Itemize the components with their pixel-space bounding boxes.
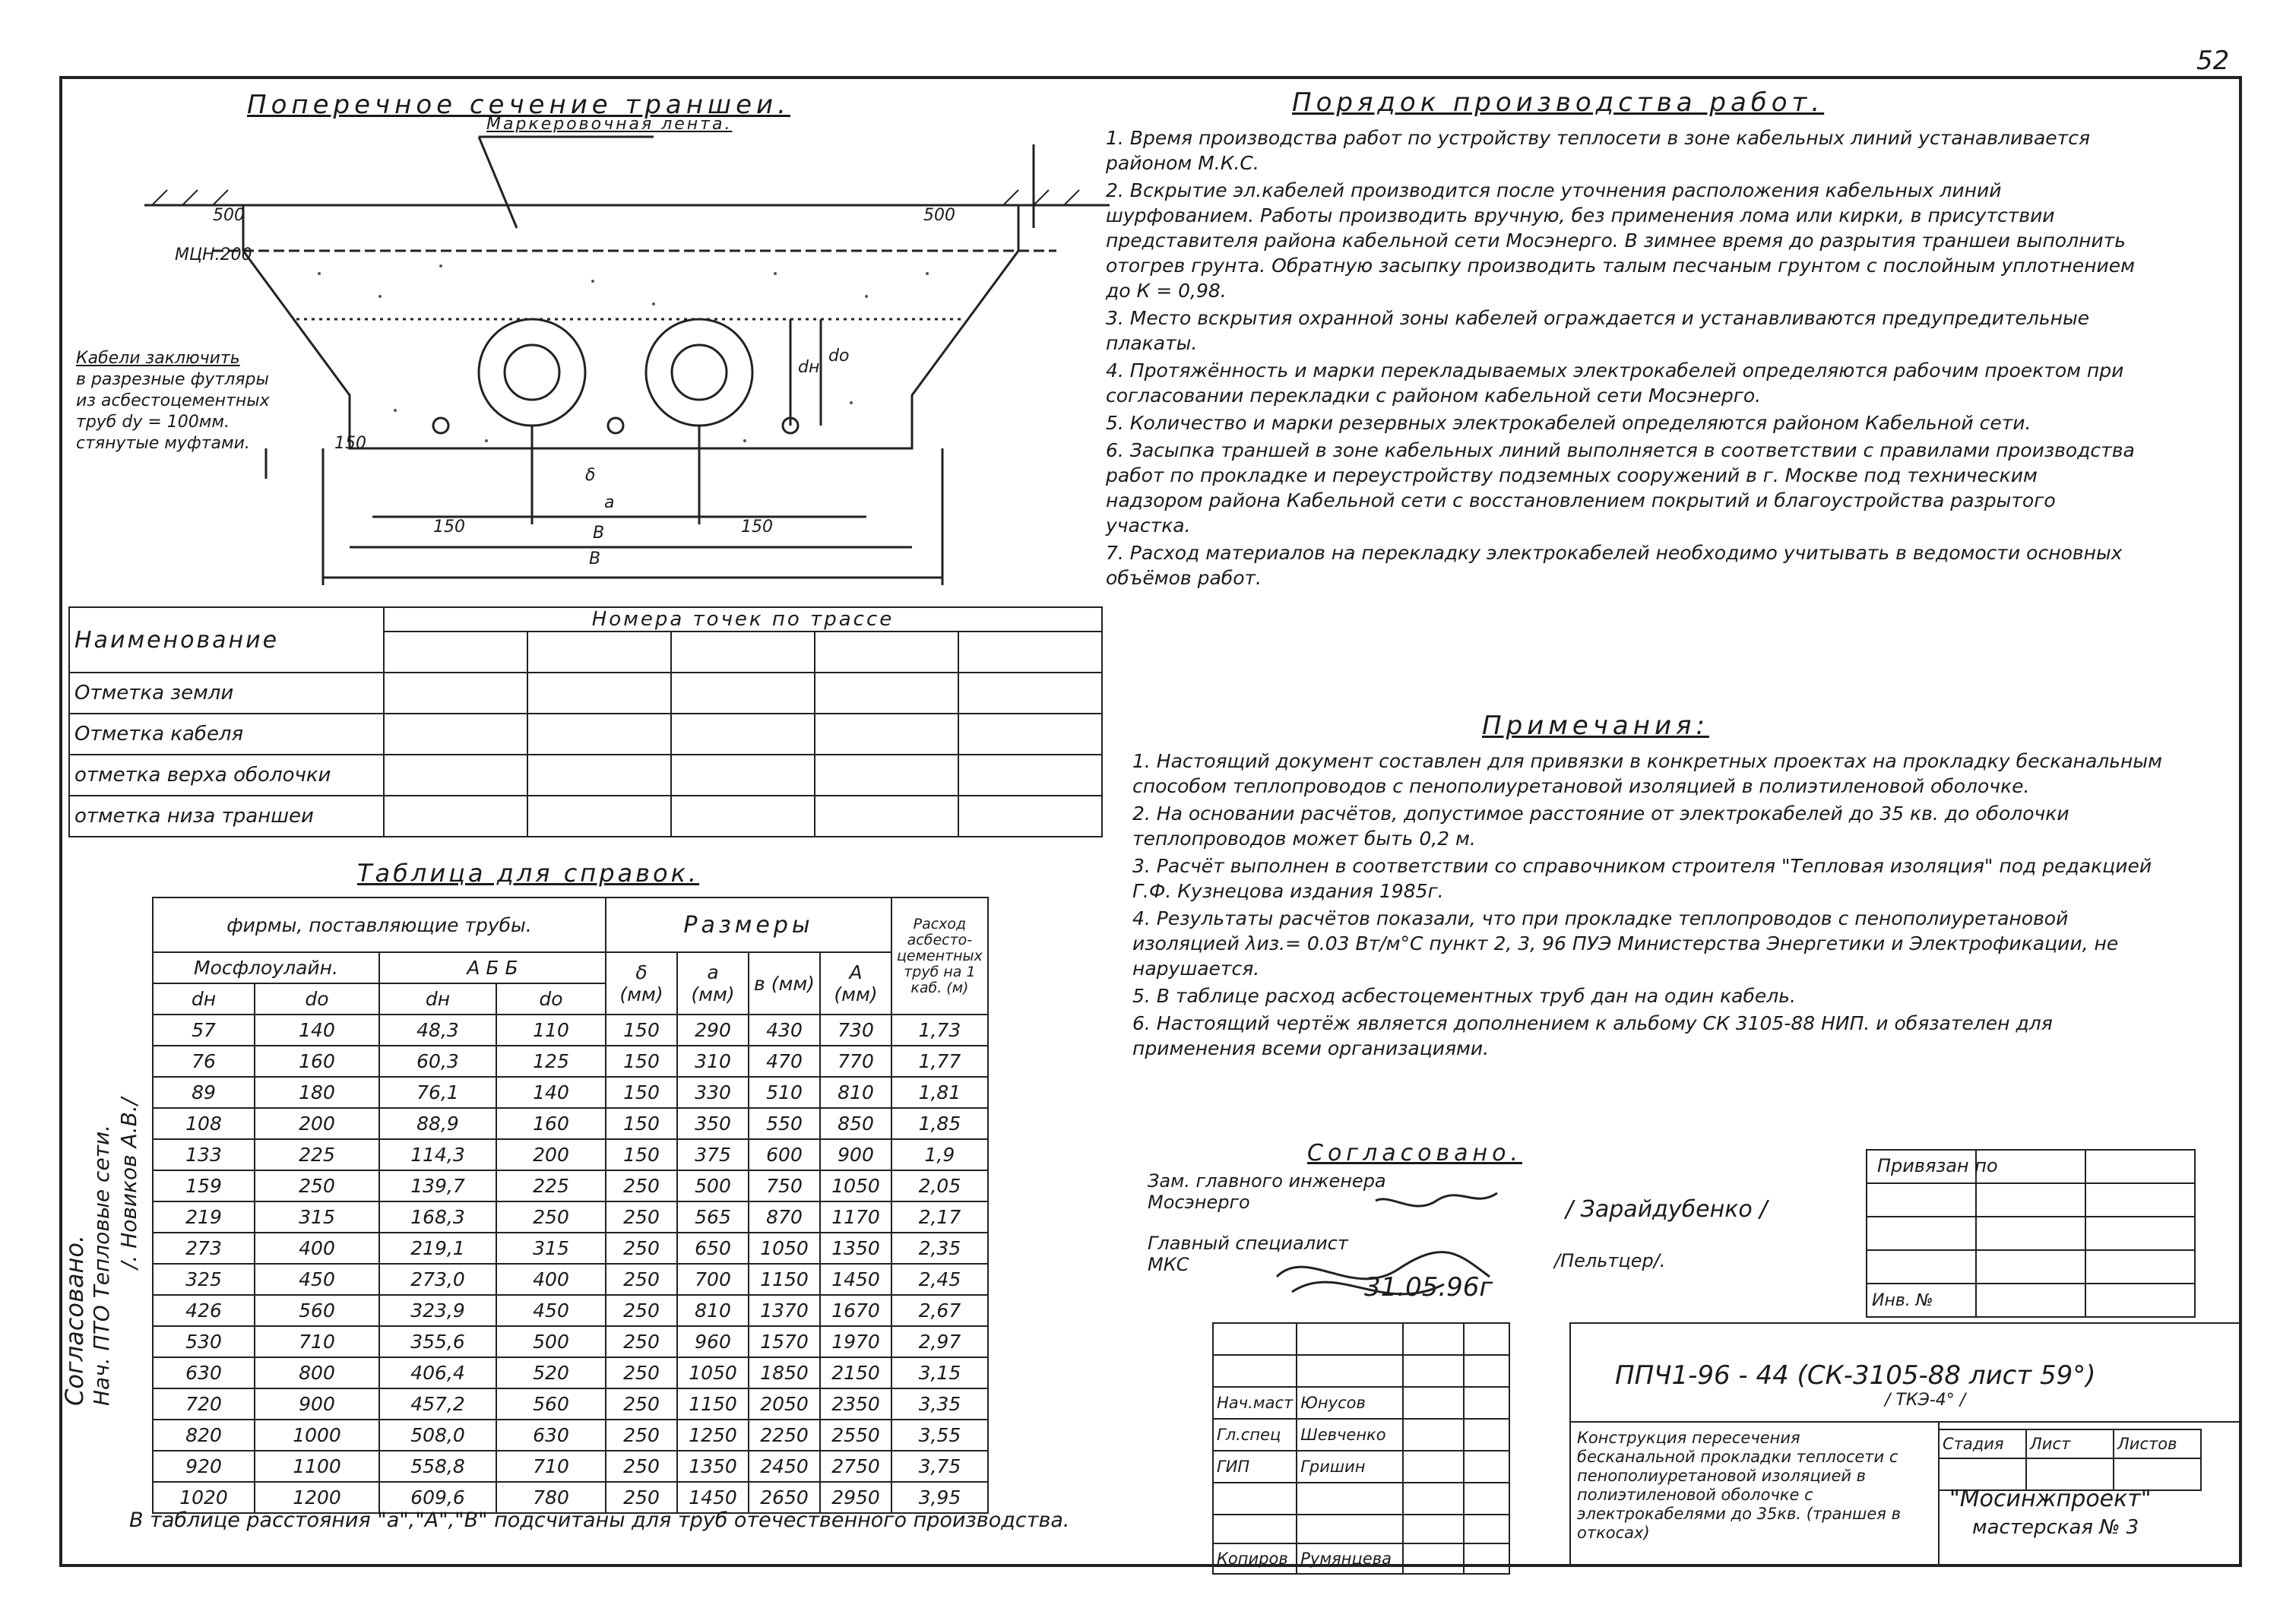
person: Юнусов: [1297, 1387, 1403, 1419]
table-cell: 250: [606, 1201, 677, 1233]
table-row: [153, 1326, 988, 1357]
agreed-title: Согласовано.: [1307, 1140, 1523, 1167]
table-cell: 630: [153, 1357, 255, 1388]
table-row: [1867, 1284, 2195, 1317]
table-cell: 168,3: [379, 1201, 496, 1233]
table-cell: 1370: [749, 1295, 820, 1326]
table-cell: 2450: [749, 1451, 820, 1482]
table-cell: 219: [153, 1201, 255, 1233]
table-cell: 710: [496, 1451, 606, 1482]
header-do2: dо: [496, 983, 606, 1015]
header-delta: δ (мм): [606, 952, 677, 1015]
table-cell: 48,3: [379, 1015, 496, 1046]
table-cell: 920: [153, 1451, 255, 1482]
table-cell: 720: [153, 1388, 255, 1420]
table-cell: 650: [677, 1233, 749, 1264]
drawing-code: ППЧ1-96 - 44 (СК-3105-88 лист 59°): [1615, 1360, 2096, 1391]
table-cell: 510: [749, 1077, 820, 1108]
table-cell: 500: [496, 1326, 606, 1357]
table-cell: 2550: [820, 1420, 891, 1451]
dim-b-small: В: [593, 524, 605, 543]
table-cell: 1100: [255, 1451, 379, 1482]
table-cell: 225: [496, 1170, 606, 1201]
table-cell: 1450: [820, 1264, 891, 1295]
header-firm2: А Б Б: [379, 952, 606, 983]
table-cell: 250: [606, 1451, 677, 1482]
col-sheets: Листов: [2114, 1429, 2201, 1458]
table-cell: 1050: [677, 1357, 749, 1388]
table-cell: 125: [496, 1046, 606, 1077]
agreed-name2: /Пельтцер/.: [1554, 1250, 1666, 1271]
table-cell: 1670: [820, 1295, 891, 1326]
table-cell: 730: [820, 1015, 891, 1046]
table-row: [69, 796, 1102, 837]
table-cell: 140: [255, 1015, 379, 1046]
table-row: [69, 607, 1102, 632]
header-firms: фирмы, поставляющие трубы.: [153, 897, 606, 952]
agreed-line2: Мосэнерго: [1148, 1192, 1250, 1213]
header-rate: Расход асбесто-цементных труб на 1 каб. (м): [891, 897, 988, 1015]
table-row: [153, 1139, 988, 1170]
stamp-roles-table: [1212, 1322, 1510, 1575]
list-item: 4. Протяжённость и марки перекладываемых электрокабелей определяются рабочим проектом при согласовании перекладки с районом кабельной сети Мосэнерго.: [1106, 359, 2124, 407]
header-b: в (мм): [749, 952, 820, 1015]
cables-note-line: труб dу = 100мм.: [76, 413, 230, 432]
table-cell: 200: [496, 1139, 606, 1170]
table-cell: 2,45: [891, 1264, 988, 1295]
table-cell: 250: [255, 1170, 379, 1201]
table-cell: 200: [255, 1108, 379, 1139]
table-cell: 780: [496, 1482, 606, 1513]
table-cell: 60,3: [379, 1046, 496, 1077]
table-cell: 110: [496, 1015, 606, 1046]
table-cell: 558,8: [379, 1451, 496, 1482]
table-row: [1867, 1183, 2195, 1217]
table-row: [1867, 1150, 2195, 1183]
table-row: [1867, 1250, 2195, 1284]
table-row: [153, 1420, 988, 1451]
table-cell: 1970: [820, 1326, 891, 1357]
agreed-line4: МКС: [1148, 1254, 1189, 1275]
drawing-description: Конструкция пересечения бесканальной прокладки теплосети с пенополиуретановой изоляцией в полиэтиленовой оболочке с электрокабелями до 35кв. (траншея в откосах): [1577, 1429, 1901, 1542]
dim-500-right: 500: [923, 206, 955, 225]
vertical-approval-line: Согласовано.: [60, 1234, 89, 1406]
table-row: [69, 714, 1102, 755]
header-sizes: Размеры: [606, 897, 891, 952]
header-firm1: Мосфлоулайн.: [153, 952, 379, 983]
vertical-approval-line: Нач. ПТО Тепловые сети.: [89, 1124, 114, 1406]
table-cell: 900: [820, 1139, 891, 1170]
table-cell: 750: [749, 1170, 820, 1201]
table-cell: 2350: [820, 1388, 891, 1420]
table-cell: 470: [749, 1046, 820, 1077]
list-item: 5. В таблице расход асбестоцементных труб дан на один кабель.: [1132, 985, 1796, 1007]
cables-note-line: из асбестоцементных: [76, 391, 270, 410]
table-cell: 2,35: [891, 1233, 988, 1264]
list-item: 3. Место вскрытия охранной зоны кабелей ограждается и устанавливаются предупредительные плакаты.: [1106, 307, 2090, 354]
table-row: [153, 1046, 988, 1077]
notes-title: Примечания:: [1482, 711, 1709, 741]
table-row: [153, 1295, 988, 1326]
table-cell: 2,97: [891, 1326, 988, 1357]
col-stage: Стадия: [1939, 1429, 2026, 1458]
table-cell: 1350: [677, 1451, 749, 1482]
table-cell: 400: [255, 1233, 379, 1264]
cables-note-line: Кабели заключить: [76, 349, 240, 368]
table-cell: 310: [677, 1046, 749, 1077]
table-row: [153, 897, 988, 952]
role: Гл.спец: [1213, 1419, 1297, 1451]
table-cell: 450: [255, 1264, 379, 1295]
header-points: Номера точек по трассе: [384, 607, 1102, 632]
table-row: [69, 673, 1102, 714]
table-row: [153, 1201, 988, 1233]
dim-500-left: 500: [213, 206, 245, 225]
notes-list: [1132, 749, 2174, 1063]
table-cell: 350: [677, 1108, 749, 1139]
table-cell: 250: [606, 1170, 677, 1201]
table-cell: 150: [606, 1077, 677, 1108]
table-cell: 609,6: [379, 1482, 496, 1513]
table-cell: 810: [677, 1295, 749, 1326]
table-cell: 1020: [153, 1482, 255, 1513]
table-row: [153, 952, 988, 983]
table-cell: 2950: [820, 1482, 891, 1513]
role: ГИП: [1213, 1451, 1297, 1483]
table-cell: 508,0: [379, 1420, 496, 1451]
table-cell: 88,9: [379, 1108, 496, 1139]
table-row: [1867, 1217, 2195, 1250]
table-cell: 2650: [749, 1482, 820, 1513]
table-cell: 180: [255, 1077, 379, 1108]
table-cell: 250: [606, 1295, 677, 1326]
table-cell: 375: [677, 1139, 749, 1170]
row-label: отметка низа траншеи: [69, 796, 384, 837]
table-cell: 250: [606, 1233, 677, 1264]
table-cell: 1,81: [891, 1077, 988, 1108]
mcn-label: МЦН.200: [175, 245, 252, 264]
table-cell: 2750: [820, 1451, 891, 1482]
table-row: [153, 1108, 988, 1139]
table-cell: 560: [255, 1295, 379, 1326]
table-cell: 76: [153, 1046, 255, 1077]
cross-section-title: Поперечное сечение траншеи.: [247, 90, 790, 120]
table-cell: 250: [496, 1201, 606, 1233]
vertical-approval-line: /. Новиков А.В./: [116, 1097, 141, 1269]
table-cell: 133: [153, 1139, 255, 1170]
table-cell: 500: [677, 1170, 749, 1201]
table-cell: 76,1: [379, 1077, 496, 1108]
table-cell: 160: [255, 1046, 379, 1077]
person: Гришин: [1297, 1451, 1403, 1483]
table-cell: 530: [153, 1326, 255, 1357]
table-row: [153, 1388, 988, 1420]
table-cell: 140: [496, 1077, 606, 1108]
row-label: отметка верха оболочки: [69, 755, 384, 796]
table-row: [1213, 1543, 1509, 1574]
table-cell: 960: [677, 1326, 749, 1357]
table-cell: 3,55: [891, 1420, 988, 1451]
dim-b-big: В: [589, 549, 601, 568]
header-name: Наименование: [69, 607, 384, 673]
table-cell: 565: [677, 1201, 749, 1233]
table-cell: 150: [606, 1108, 677, 1139]
table-cell: 426: [153, 1295, 255, 1326]
table-cell: 1170: [820, 1201, 891, 1233]
binding-label: Привязан по: [1877, 1155, 1998, 1176]
agreed-line3: Главный специалист: [1148, 1233, 1348, 1254]
table-cell: 150: [606, 1139, 677, 1170]
table-cell: 1250: [677, 1420, 749, 1451]
table-cell: 159: [153, 1170, 255, 1201]
dim-a: а: [604, 493, 615, 512]
works-order-title: Порядок производства работ.: [1292, 87, 1825, 118]
table-cell: 250: [606, 1357, 677, 1388]
table-cell: 1000: [255, 1420, 379, 1451]
table-row: [153, 1451, 988, 1482]
table-cell: 1050: [749, 1233, 820, 1264]
drawing-code-sub: / ТКЭ-4° /: [1885, 1391, 1966, 1410]
table-cell: 330: [677, 1077, 749, 1108]
table-cell: 457,2: [379, 1388, 496, 1420]
table-cell: 89: [153, 1077, 255, 1108]
table-cell: 250: [606, 1482, 677, 1513]
table-cell: 290: [677, 1015, 749, 1046]
sheet-number: 52: [2196, 46, 2230, 76]
table-cell: 1150: [677, 1388, 749, 1420]
table-cell: 273,0: [379, 1264, 496, 1295]
table-cell: 3,95: [891, 1482, 988, 1513]
table-cell: 225: [255, 1139, 379, 1170]
table-cell: 630: [496, 1420, 606, 1451]
table-row: [153, 1015, 988, 1046]
table-cell: 1350: [820, 1233, 891, 1264]
table-cell: 355,6: [379, 1326, 496, 1357]
person: Шевченко: [1297, 1419, 1403, 1451]
table-cell: 250: [606, 1264, 677, 1295]
table-cell: 57: [153, 1015, 255, 1046]
header-do: dо: [255, 983, 379, 1015]
table-cell: 870: [749, 1201, 820, 1233]
table-cell: 160: [496, 1108, 606, 1139]
header-a: а (мм): [677, 952, 749, 1015]
table-cell: 150: [606, 1046, 677, 1077]
table-cell: 1200: [255, 1482, 379, 1513]
dim-150-right: 150: [741, 518, 773, 537]
list-item: 6. Настоящий чертёж является дополнением к альбому СК 3105-88 НИП. и обязателен для применения всеми организациями.: [1132, 1012, 2053, 1059]
table-cell: 2050: [749, 1388, 820, 1420]
table-cell: 770: [820, 1046, 891, 1077]
table-cell: 700: [677, 1264, 749, 1295]
table-cell: 810: [820, 1077, 891, 1108]
table-cell: 108: [153, 1108, 255, 1139]
trench-cross-section: [122, 122, 1125, 593]
table-row: [1213, 1451, 1509, 1483]
header-A: А (мм): [820, 952, 891, 1015]
table-cell: 550: [749, 1108, 820, 1139]
table-cell: 406,4: [379, 1357, 496, 1388]
table-cell: 900: [255, 1388, 379, 1420]
table-cell: 820: [153, 1420, 255, 1451]
organization: "Мосинжпроект": [1949, 1486, 2152, 1512]
col-sheet: Лист: [2026, 1429, 2114, 1458]
agreed-date: 31.05.96г: [1364, 1272, 1493, 1303]
route-points-table: [68, 606, 1103, 837]
header-dn: dн: [153, 983, 255, 1015]
table-cell: 850: [820, 1108, 891, 1139]
table-cell: 315: [496, 1233, 606, 1264]
table-row: [1213, 1419, 1509, 1451]
table-row: [1213, 1387, 1509, 1419]
table-cell: 1,9: [891, 1139, 988, 1170]
table-cell: 1150: [749, 1264, 820, 1295]
row-label: Отметка земли: [69, 673, 384, 714]
list-item: 7. Расход материалов на перекладку электрокабелей необходимо учитывать в ведомости основных объёмов работ.: [1106, 542, 2123, 589]
table-cell: 325: [153, 1264, 255, 1295]
list-item: 1. Настоящий документ составлен для привязки в конкретных проектах на прокладку бесканальным способом теплопроводов с пенополиуретановой изоляцией в полиэтиленовой оболочке.: [1132, 750, 2162, 797]
binding-table: [1866, 1149, 2196, 1318]
table-cell: 2,05: [891, 1170, 988, 1201]
table-cell: 710: [255, 1326, 379, 1357]
table-cell: 520: [496, 1357, 606, 1388]
cables-note: [76, 348, 270, 454]
table-cell: 323,9: [379, 1295, 496, 1326]
works-order-list: [1106, 125, 2139, 593]
list-item: 1. Время производства работ по устройству теплосети в зоне кабельных линий устанавливается районом М.К.С.: [1106, 127, 2091, 174]
reference-table: [152, 897, 989, 1514]
ref-table-title: Таблица для справок.: [357, 859, 700, 888]
table-cell: 2,17: [891, 1201, 988, 1233]
signature: [1262, 1186, 1581, 1315]
table-cell: 450: [496, 1295, 606, 1326]
list-item: 4. Результаты расчётов показали, что при прокладке теплопроводов с пенополиуретановой изоляцией λиз.= 0.03 Вт/м°С пункт 2, 3, 96 ПУЭ Министерства Энергетики и Электрофикации, не нарушается.: [1132, 907, 2119, 980]
dim-delta: δ: [585, 466, 596, 485]
table-cell: 2150: [820, 1357, 891, 1388]
table-cell: 1,77: [891, 1046, 988, 1077]
table-cell: 315: [255, 1201, 379, 1233]
dim-do: dо: [828, 347, 850, 366]
table-cell: 3,15: [891, 1357, 988, 1388]
header-dn2: dн: [379, 983, 496, 1015]
table-cell: 273: [153, 1233, 255, 1264]
table-row: [69, 755, 1102, 796]
table-cell: 2250: [749, 1420, 820, 1451]
table-cell: 1450: [677, 1482, 749, 1513]
table-cell: 3,75: [891, 1451, 988, 1482]
table-cell: 250: [606, 1326, 677, 1357]
table-cell: 1050: [820, 1170, 891, 1201]
inv-label: Инв. №: [1867, 1284, 1976, 1317]
list-item: 6. Засыпка траншей в зоне кабельных линий выполняется в соответствии с правилами производства работ по прокладке и переустройству подземных сооружений в г. Москве под техническим надзором района Кабельной сети с восстановлением покрытий и благоустройства разрытого участка.: [1106, 439, 2135, 537]
role: Нач.маст: [1213, 1387, 1297, 1419]
table-cell: 1570: [749, 1326, 820, 1357]
table-cell: 1,73: [891, 1015, 988, 1046]
role: Копиров: [1213, 1543, 1297, 1574]
agreed-name1: / Зарайдубенко /: [1566, 1196, 1768, 1223]
table-cell: 150: [606, 1015, 677, 1046]
table-cell: 600: [749, 1139, 820, 1170]
vertical-approval: [61, 1098, 143, 1406]
table-cell: 400: [496, 1264, 606, 1295]
person: Румянцева: [1297, 1543, 1403, 1574]
agreed-line1: Зам. главного инженера: [1148, 1170, 1386, 1192]
table-cell: 430: [749, 1015, 820, 1046]
list-item: 2. Вскрытие эл.кабелей производится после уточнения расположения кабельных линий шурфованием. Работы производить вручную, без применения лома или кирки, в присутствии представителя района кабельной сети Мосэнерго. В зимнее время до разрытия траншеи выполнить отогрев грунта. Обратную засыпку производить талым песчаным грунтом с послойным уплотнением до К = 0,98.: [1106, 179, 2135, 302]
table-cell: 250: [606, 1388, 677, 1420]
table-cell: 2,67: [891, 1295, 988, 1326]
list-item: 5. Количество и марки резервных электрокабелей определяются районом Кабельной сети.: [1106, 412, 2031, 434]
table-cell: 800: [255, 1357, 379, 1388]
table-row: [153, 1357, 988, 1388]
table-row: [153, 1077, 988, 1108]
cables-note-line: стянутые муфтами.: [76, 434, 250, 453]
cables-note-line: в разрезные футляры: [76, 370, 269, 389]
list-item: 3. Расчёт выполнен в соответствии со справочником строителя "Тепловая изоляция" под редакцией Г.Ф. Кузнецова издания 1985г.: [1132, 855, 2152, 902]
dim-150-vertical: 150: [334, 434, 366, 453]
dim-dh: dн: [798, 358, 820, 377]
table-cell: 1850: [749, 1357, 820, 1388]
marker-tape-label: Маркеровочная лента.: [486, 115, 733, 134]
table-cell: 1,85: [891, 1108, 988, 1139]
list-item: 2. На основании расчётов, допустимое расстояние от электрокабелей до 35 кв. до оболочки теплопроводов может быть 0,2 м.: [1132, 803, 2069, 850]
table-row: [153, 1264, 988, 1295]
table-row: [153, 1170, 988, 1201]
table-cell: 3,35: [891, 1388, 988, 1420]
table-cell: 114,3: [379, 1139, 496, 1170]
dim-150-left: 150: [433, 518, 465, 537]
table-cell: 219,1: [379, 1233, 496, 1264]
organization-workshop: мастерская № 3: [1972, 1516, 2139, 1539]
ref-table-footnote: В таблице расстояния "а","А","В" подсчитаны для труб отечественного производства.: [129, 1508, 1070, 1532]
row-label: Отметка кабеля: [69, 714, 384, 755]
table-cell: 139,7: [379, 1170, 496, 1201]
table-cell: 560: [496, 1388, 606, 1420]
table-row: [153, 1233, 988, 1264]
table-cell: 250: [606, 1420, 677, 1451]
